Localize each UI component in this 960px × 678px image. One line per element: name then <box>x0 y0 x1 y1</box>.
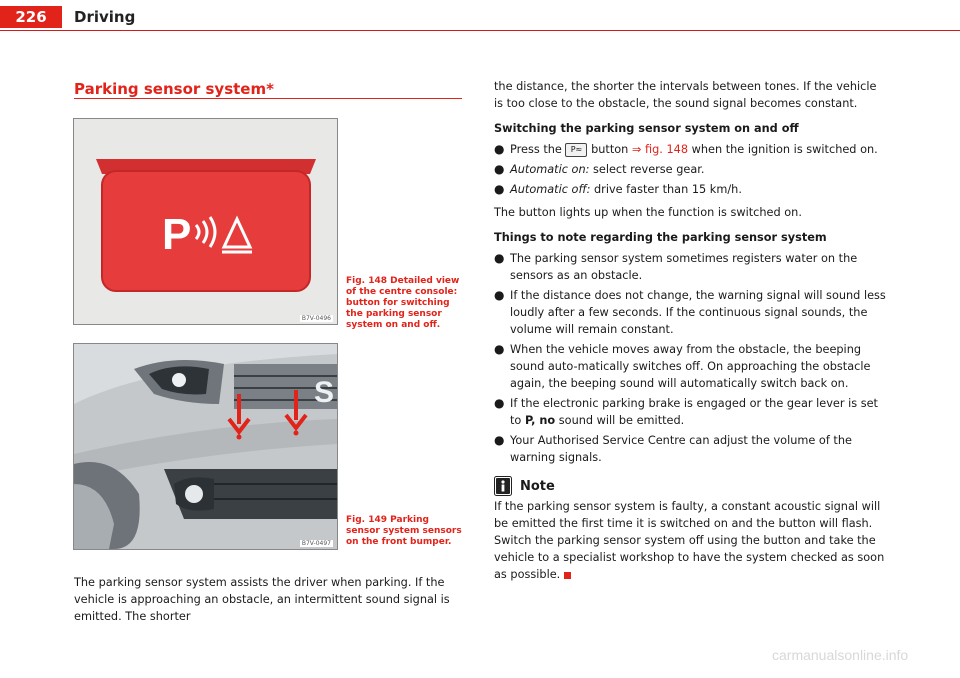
list-item: ● Your Authorised Service Centre can adjust the volume of the warning signals. <box>494 433 852 464</box>
continuation-paragraph: the distance, the shorter the intervals between tones. If the vehicle is too close to the obstacle, the sound signal becomes constant. <box>494 80 877 110</box>
list-item: ● Automatic on: select reverse gear. <box>494 162 705 176</box>
watermark-text: carmanualsonline.info <box>772 647 909 663</box>
list-item: ● Automatic off: drive faster than 15 km/h. <box>494 182 742 196</box>
figure-148-link[interactable]: ⇒ fig. 148 <box>631 143 689 156</box>
things-heading: Things to note regarding the parking sensor system <box>494 231 827 244</box>
figure-code: B7V-0497 <box>301 540 331 547</box>
parking-button-illustration <box>74 119 337 324</box>
end-of-section-icon <box>564 572 571 579</box>
header-rule <box>0 30 960 31</box>
section-title: Parking sensor system* <box>74 80 274 98</box>
figure-149-bumper-sensors <box>73 343 338 550</box>
section-rule <box>74 98 462 99</box>
bullet-icon: ● <box>494 162 505 176</box>
note-heading <box>494 476 886 496</box>
parking-button-icon: P≈ <box>565 143 587 157</box>
intro-paragraph: The parking sensor system assists the driver when parking. If the vehicle is approaching an obstacle, an intermittent sound signal is emitted. The shorter <box>74 576 450 623</box>
list-item: ● Press the P≈ button ⇒ fig. 148 when the ignition is switched on. <box>494 142 878 156</box>
svg-text:P: P <box>162 210 192 259</box>
button-lights-text: The button lights up when the function is switched on. <box>494 206 802 219</box>
figure-code: B7V-0496 <box>301 315 331 322</box>
switching-heading: Switching the parking sensor system on and off <box>494 122 799 135</box>
info-note-icon <box>494 476 512 496</box>
page-header-title: Driving <box>74 8 136 26</box>
note-text: If the parking sensor system is faulty, a constant acoustic signal will be emitted the first time it is switched on and the button will flash. Switch the parking sensor system off using the button and take the vehicle to a specialist workshop to have the system checked as soon as possible. <box>494 500 885 581</box>
bullet-icon: ● <box>494 288 505 302</box>
bullet-icon: ● <box>494 433 505 447</box>
list-item: ● If the electronic parking brake is engaged or the gear lever is set to P, no sound will be emitted. <box>494 396 878 427</box>
figure-149-caption: Fig. 149 Parking sensor system sensors on the front bumper. <box>346 515 462 547</box>
note-title: Note <box>520 478 555 494</box>
bumper-illustration <box>74 344 337 549</box>
bullet-icon: ● <box>494 342 505 356</box>
bullet-icon: ● <box>494 251 505 265</box>
list-item: ● When the vehicle moves away from the obstacle, the beeping sound auto-matically switches off. On approaching the obstacle again, the beeping sound will automatically switch back on. <box>494 342 871 390</box>
watermark <box>772 646 942 664</box>
svg-text:S: S <box>314 376 335 409</box>
list-item: ● If the distance does not change, the warning signal will sound less loudly after a few seconds. If the continuous signal sounds, the volume will remain constant. <box>494 288 886 336</box>
bullet-icon: ● <box>494 142 505 156</box>
figure-148-caption: Fig. 148 Detailed view of the centre console: button for switching the parking sensor system on and off. <box>346 276 460 330</box>
right-column <box>494 78 886 583</box>
list-item: ● The parking sensor system sometimes registers water on the sensors as an obstacle. <box>494 251 858 282</box>
figure-148-parking-button <box>73 118 338 325</box>
bullet-icon: ● <box>494 396 505 410</box>
page-number: 226 <box>0 6 62 28</box>
bullet-icon: ● <box>494 182 505 196</box>
